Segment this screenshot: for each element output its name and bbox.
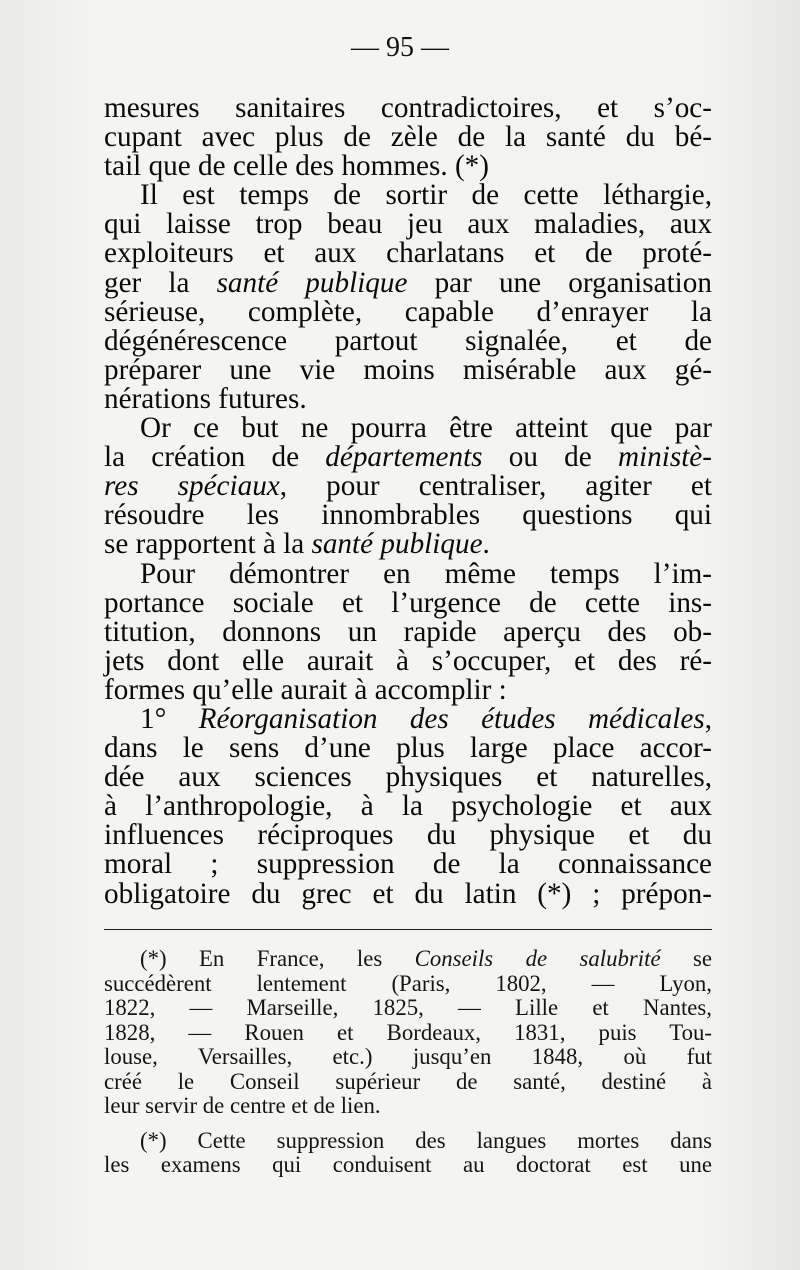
text-segment: . bbox=[482, 528, 490, 561]
text-line bbox=[104, 443, 712, 472]
italic-phrase: santé publique bbox=[216, 266, 408, 299]
text-segment: , bbox=[704, 702, 712, 735]
text-segment: , pour centraliser, agiter et bbox=[279, 470, 712, 503]
text-segment: ou de bbox=[482, 441, 618, 474]
italic-phrase: res spéciaux bbox=[104, 470, 280, 503]
text-line: préparer une vie moins misérable aux gé- bbox=[104, 353, 712, 386]
text-line: dans le sens d’une plus large place accor- bbox=[104, 732, 712, 765]
paragraph-start-line: Il est temps de sortir de cette léthargie, bbox=[140, 179, 712, 212]
italic-phrase: ministè- bbox=[617, 441, 712, 474]
footnote-line: leur servir de centre et de lien. bbox=[104, 1093, 381, 1118]
footnote-line: créé le Conseil supérieur de santé, destiné à bbox=[104, 1068, 712, 1094]
text-segment: ger la bbox=[104, 266, 217, 299]
footnote-separator bbox=[104, 929, 712, 930]
text-line: à l’anthropologie, à la psychologie et aux bbox=[104, 790, 712, 823]
text-line bbox=[104, 266, 712, 299]
list-number: 1° bbox=[140, 702, 199, 735]
text-line: cupant avec plus de zèle de la santé du bé- bbox=[104, 121, 712, 154]
text-line: sérieuse, complète, capable d’enrayer la bbox=[104, 295, 712, 328]
text-segment: (*) En France, les bbox=[140, 946, 415, 971]
text-line: moral ; suppression de la connaissance bbox=[104, 848, 712, 881]
italic-phrase: Conseils de salubrité bbox=[414, 946, 661, 971]
footnote-gap bbox=[104, 1119, 712, 1129]
footnote-line: 1828, — Rouen et Bordeaux, 1831, puis Tou- bbox=[104, 1019, 712, 1045]
footnote-line: 1822, — Marseille, 1825, — Lille et Nantes, bbox=[104, 995, 712, 1020]
italic-phrase: départements bbox=[325, 441, 483, 474]
text-line: dégénérescence partout signalée, et de bbox=[104, 324, 712, 357]
footnote-line: les examens qui conduisent au doctorat est une bbox=[104, 1152, 712, 1177]
text-line: qui laisse trop beau jeu aux maladies, aux bbox=[104, 208, 712, 241]
italic-phrase: santé publique bbox=[311, 528, 483, 561]
italic-heading: Réorganisation des études médicales bbox=[198, 702, 705, 735]
paragraph-start-line: Or ce but ne pourra être atteint que par bbox=[140, 412, 712, 445]
text-line bbox=[104, 530, 712, 559]
text-line: obligatoire du grec et du latin (*) ; prépon- bbox=[104, 877, 712, 910]
text-segment: par une organisation bbox=[407, 266, 712, 299]
footnote-line: (*) Cette suppression des langues mortes dans bbox=[140, 1127, 712, 1153]
text-line: exploiteurs et aux charlatans et de proté- bbox=[104, 237, 712, 270]
paragraph-start-line bbox=[104, 702, 712, 735]
main-text bbox=[104, 94, 712, 909]
footnote-line bbox=[104, 947, 712, 972]
text-line: influences réciproques du physique et du bbox=[104, 819, 712, 852]
page-number: — 95 — bbox=[351, 32, 449, 63]
paragraph-start-line: Pour démontrer en même temps l’im- bbox=[140, 557, 712, 590]
text-line: dée aux sciences physiques et naturelles, bbox=[104, 761, 712, 794]
text-line: mesures sanitaires contradictoires, et s’oc- bbox=[104, 92, 712, 124]
text-segment: la création de bbox=[104, 441, 326, 474]
text-line: nérations futures. bbox=[104, 382, 307, 415]
text-line: portance sociale et l’urgence de cette ins- bbox=[104, 586, 712, 619]
text-line: formes qu’elle aurait à accomplir : bbox=[104, 673, 507, 706]
text-line: résoudre les innombrables questions qui bbox=[104, 499, 712, 532]
text-line: jets dont elle aurait à s’occuper, et des ré- bbox=[104, 644, 712, 677]
text-line: titution, donnons un rapide aperçu des ob- bbox=[104, 615, 712, 648]
text-line: tail que de celle des hommes. (*) bbox=[104, 150, 489, 183]
text-segment: se bbox=[660, 946, 712, 971]
footnote-line: succédèrent lentement (Paris, 1802, — Lyon, bbox=[104, 970, 712, 996]
footnotes bbox=[104, 947, 712, 1178]
text-segment: se rapportent à la bbox=[104, 528, 312, 561]
text-line bbox=[104, 472, 712, 501]
footnote-line: louse, Versailles, etc.) jusqu’en 1848, où fut bbox=[104, 1044, 712, 1069]
